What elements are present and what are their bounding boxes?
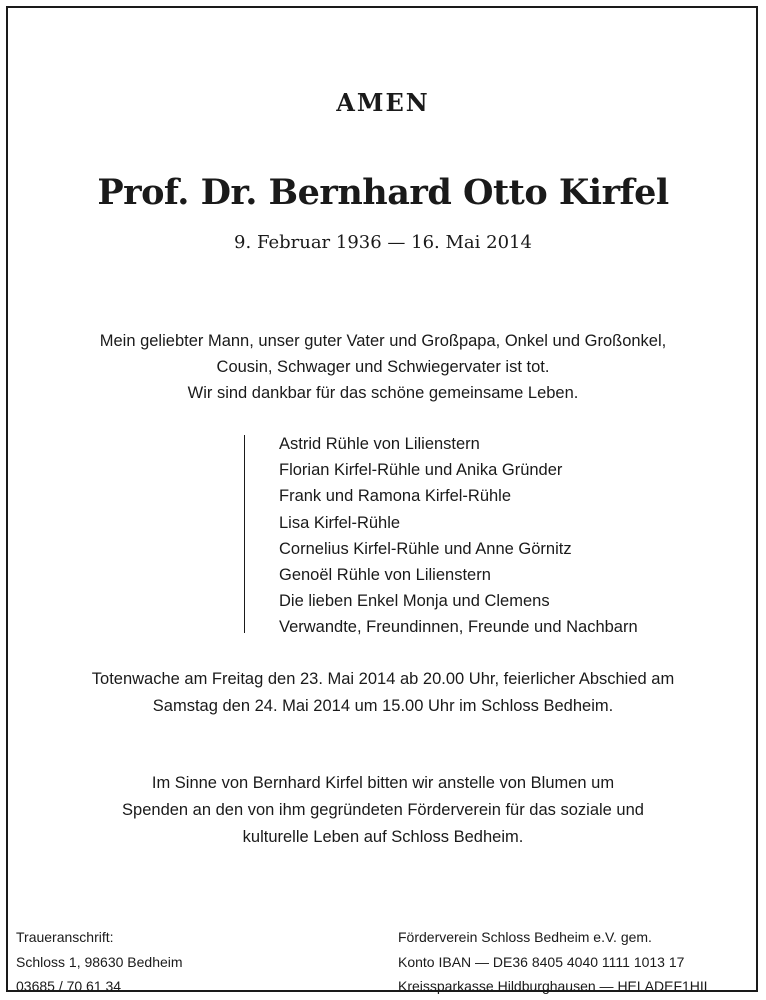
mourner-item: Lisa Kirfel-Rühle [279,513,401,532]
bank-org: Förderverein Schloss Bedheim e.V. gem. [398,929,652,945]
mourner-item: Die lieben Enkel Monja und Clemens [279,592,550,611]
funeral-line: Samstag den 24. Mai 2014 um 15.00 Uhr im Schloss Bedheim. [152,697,614,715]
message-line: Cousin, Schwager und Schwiegervater ist tot. [216,358,550,376]
mourners-divider [244,435,245,633]
donation-line: Im Sinne von Bernhard Kirfel bitten wir anstelle von Blumen um [151,774,615,792]
address-phone: 03685 / 70 61 34 [16,978,122,994]
address-street: Schloss 1, 98630 Bedheim [16,953,183,970]
deceased-name: Prof. Dr. Bernhard Otto Kirfel [97,172,669,213]
address-label: Traueranschrift: [16,929,114,945]
bank-name: Kreissparkasse Hildburghausen — HELADEF1HIL [398,978,712,994]
mourners-list [279,431,638,641]
donation-line: kulturelle Leben auf Schloss Bedheim. [242,828,524,846]
mourner-item: Florian Kirfel-Rühle und Anika Gründer [279,461,563,480]
bank-account: Konto IBAN — DE36 8405 4040 1111 1013 17 [398,953,685,970]
mourner-item: Cornelius Kirfel-Rühle und Anne Görnitz [279,539,572,558]
mourner-item: Astrid Rühle von Lilienstern [279,435,480,453]
amen-heading: AMEN [336,88,430,117]
mourner-item: Verwandte, Freundinnen, Freunde und Nachbarn [279,618,638,637]
funeral-info [8,666,758,720]
message-line: Mein geliebter Mann, unser guter Vater und Großpapa, Onkel und Großonkel, [99,332,667,350]
donation-info [8,770,758,851]
donation-line: Spenden an den von ihm gegründeten Förderverein für das soziale und [122,801,644,819]
message-line: Wir sind dankbar für das schöne gemeinsame Leben. [187,384,579,402]
message-block [8,328,758,406]
life-dates: 9. Februar 1936 — 16. Mai 2014 [234,232,532,253]
funeral-line: Totenwache am Freitag den 23. Mai 2014 ab 20.00 Uhr, feierlicher Abschied am [91,670,675,688]
bank-details [398,925,712,999]
mourner-item: Frank und Ramona Kirfel-Rühle [279,487,512,506]
mourner-item: Genoël Rühle von Lilienstern [279,566,491,585]
mourning-address [16,925,183,999]
